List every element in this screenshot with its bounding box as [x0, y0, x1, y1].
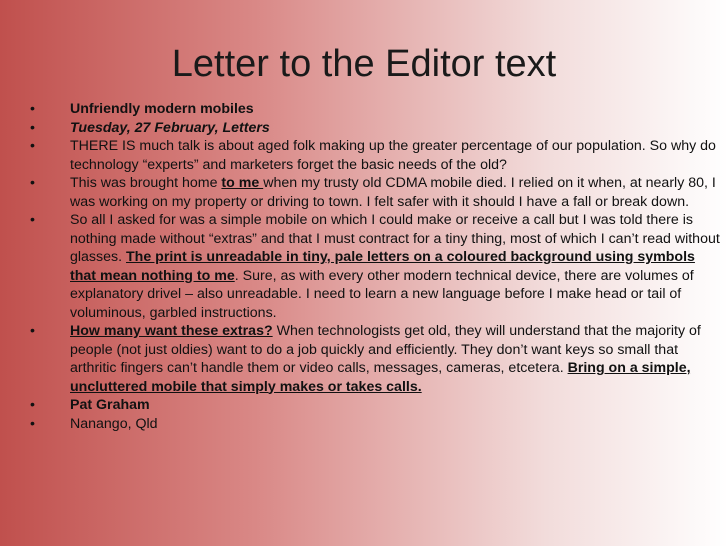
bullet-item [30, 396, 720, 415]
bullet-item [30, 100, 720, 119]
headline-text: Unfriendly modern mobiles [70, 101, 254, 117]
paragraph-text: . Sure, as with every other modern technical device, there are volumes of explanatory drivel – also unreadable. I need to learn a new language before I make head or tail of voluminous, garbled instructions. [70, 267, 694, 321]
paragraph-text: when my trusty old CDMA mobile died. I relied on it when, at nearly 80, I was working on my property or driving to town. I felt safer with it should I have a fall or break down. [70, 175, 716, 210]
paragraph-text: This was brought home [70, 175, 222, 191]
author-name: Pat Graham [70, 397, 150, 413]
paragraph-text: So all I asked for was a simple mobile on which I could make or receive a call but I was told there is nothing made without “extras” and that I must contract for a tiny thing, most of which I can’t read without glasses. [70, 212, 720, 265]
author-location: Nanango, Qld [70, 415, 158, 432]
bullet-item [30, 322, 720, 396]
slide-title: Letter to the Editor text [171, 43, 557, 85]
emphasis-text: The print is unreadable in tiny, pale letters on a coloured background using symbols that mean nothing to me [70, 249, 695, 284]
bullet-item [30, 174, 720, 211]
letter-bullet-list [30, 100, 720, 433]
emphasis-text: Bring on a simple, uncluttered mobile that simply makes or takes calls. [70, 360, 691, 395]
bullet-item [30, 211, 720, 322]
paragraph-text: THERE IS much talk is about aged folk making up the greater percentage of our population. So why do technology “experts” and marketers forget the basic needs of the old? [70, 138, 716, 173]
paragraph-text: When technologists get old, they will understand that the majority of people (not just oldies) want to do a job quickly and efficiently. They don’t want keys so small that arthritic fingers can’t handle them or video calls, messages, cameras, etcetera. [70, 323, 701, 376]
bullet-item [30, 137, 720, 174]
emphasis-text: How many want these extras? [70, 323, 273, 339]
emphasis-text: to me [221, 175, 264, 191]
bullet-item [30, 119, 720, 138]
dateline-text: Tuesday, 27 February, Letters [70, 119, 270, 136]
bullet-item [30, 415, 720, 434]
